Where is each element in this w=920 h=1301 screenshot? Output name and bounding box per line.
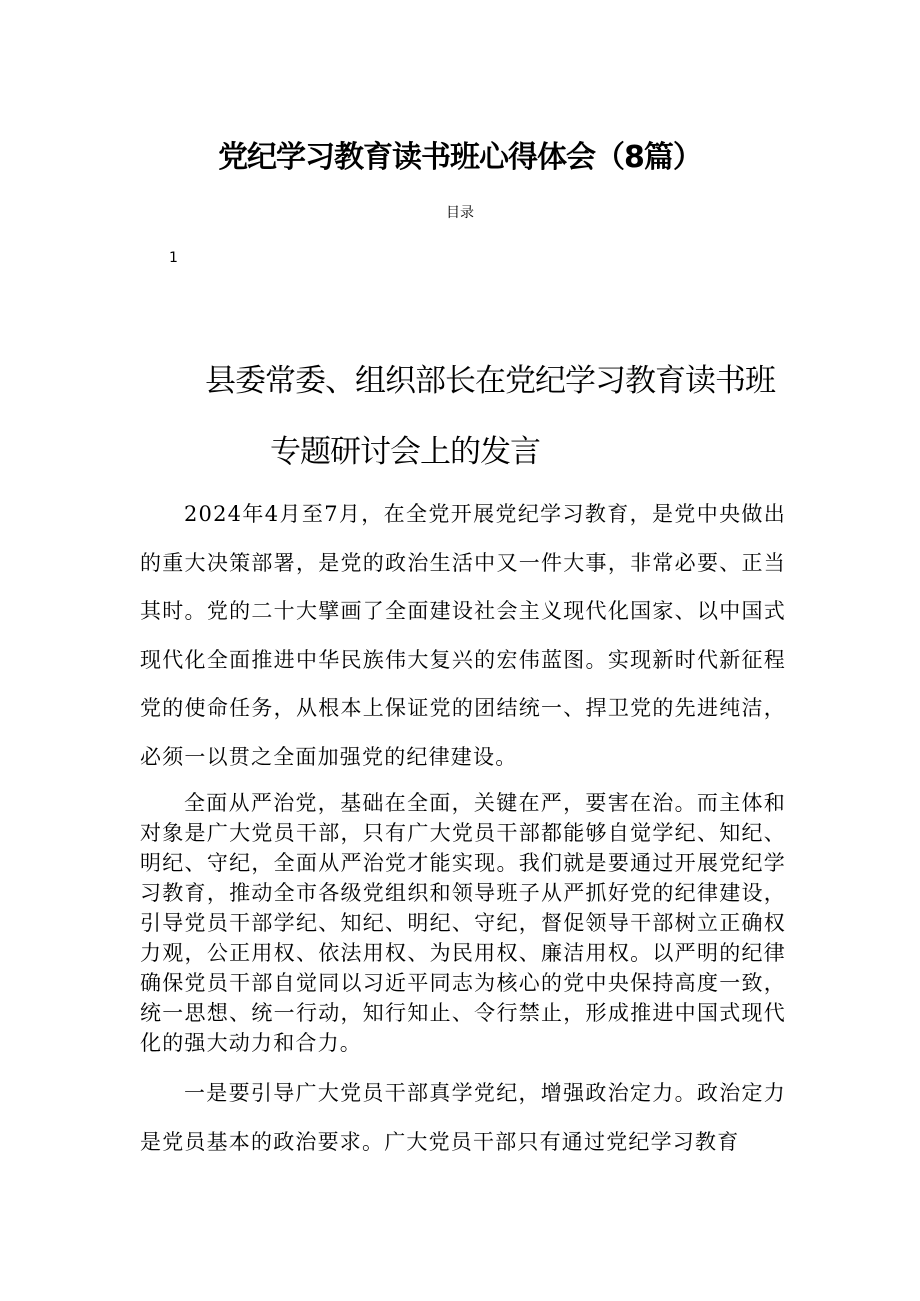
speech-title-line-2: 专题研讨会上的发言 (270, 434, 540, 470)
body-paragraph: 全面从严治党，基础在全面，关键在严，要害在治。而主体和对象是广大党员干部，只有广大党员干部都能够自觉学纪、知纪、明纪、守纪，全面从严治党才能实现。我们就是要通过开展党纪学习教育，推动全市各级党组织和领导班子从严抓好党的纪律建设，引导党员干部学纪、知纪、明纪、守纪，督促领导干部树立正确权力观，公正用权、依法用权、为民用权、廉洁用权。以严明的纪律确保党员干部自觉同以习近平同志为核心的党中央保持高度一致，统一思想、统一行动，知行知止、令行禁止，形成推进中国式现代化的强大动力和合力。 (140, 791, 786, 1055)
speech-title-line-1: 县委常委、组织部长在党纪学习教育读书班 (205, 363, 775, 399)
document-title: 党纪学习教育读书班心得体会（8篇） (218, 140, 702, 175)
table-of-contents-label: 目录 (446, 205, 474, 221)
toc-entry: 1 (169, 250, 178, 266)
body-paragraph: 一是要引导广大党员干部真学党纪，增强政治定力。政治定力是党员基本的政治要求。广大党员干部只有通过党纪学习教育 (140, 1081, 786, 1154)
body-paragraph: 2024年4月至7月，在全党开展党纪学习教育，是党中央做出的重大决策部署，是党的政治生活中又一件大事，非常必要、正当其时。党的二十大擘画了全面建设社会主义现代化国家、以中国式现代化全面推进中华民族伟大复兴的宏伟蓝图。实现新时代新征程党的使命任务，从根本上保证党的团结统一、捍卫党的先进纯洁，必须一以贯之全面加强党的纪律建设。 (140, 502, 786, 769)
